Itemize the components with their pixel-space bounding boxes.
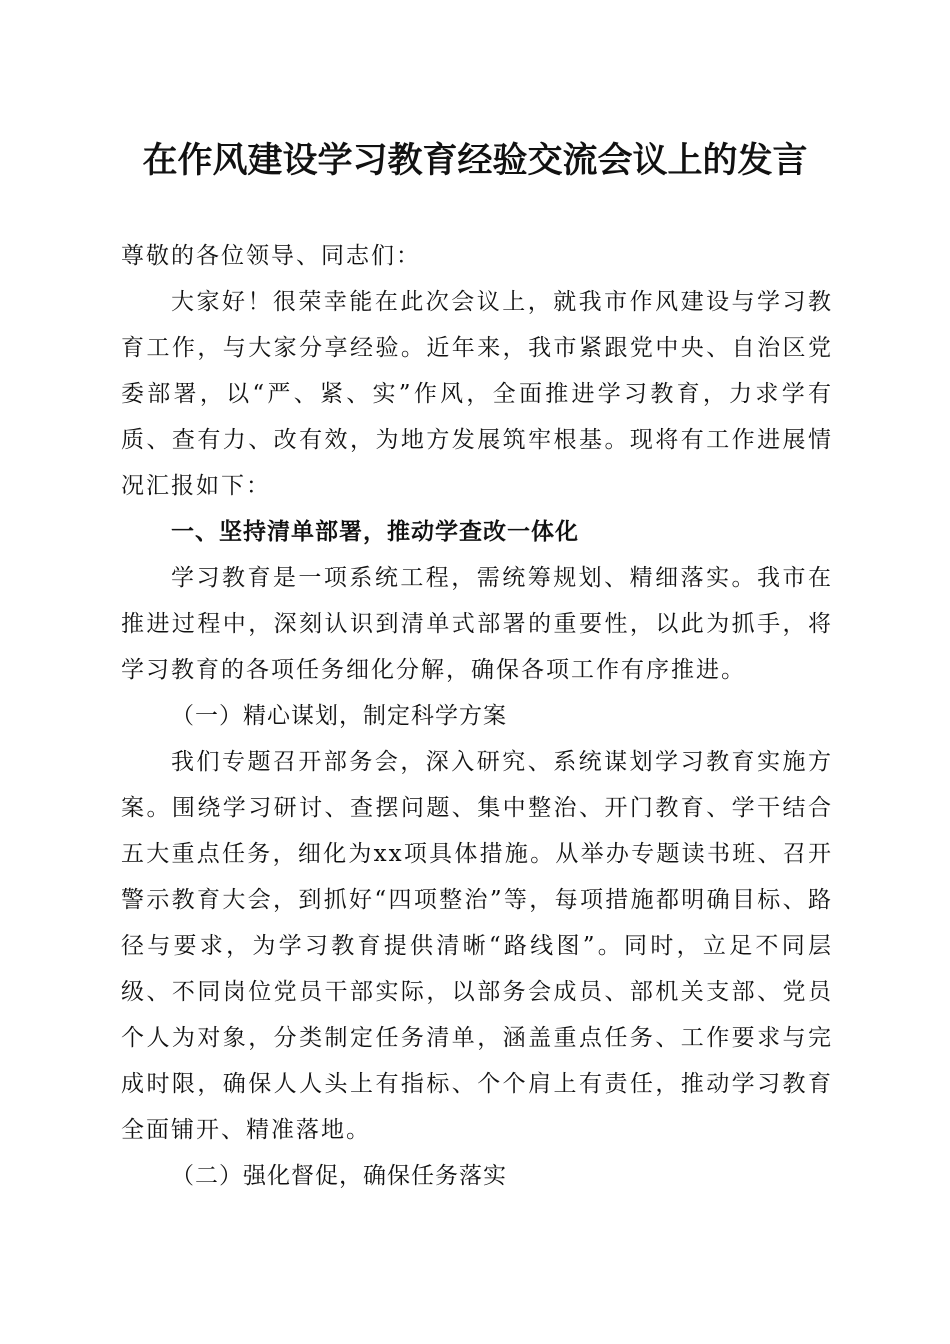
document-body [121,233,833,1199]
intro-paragraph: 大家好！很荣幸能在此次会议上，就我市作风建设与学习教育工作，与大家分享经验。近年来，我市紧跟党中央、自治区党委部署，以“严、紧、实”作风，全面推进学习教育，力求学有质、查有力、改有效，为地方发展筑牢根基。现将有工作进展情况汇报如下： [121,289,833,499]
salutation: 尊敬的各位领导、同志们： [121,243,421,269]
subsection-1-paragraph: 我们专题召开部务会，深入研究、系统谋划学习教育实施方案。围绕学习研讨、查摆问题、集中整治、开门教育、学干结合五大重点任务，细化为xx项具体措施。从举办专题读书班、召开警示教育大会，到抓好“四项整治”等，每项措施都明确目标、路径与要求，为学习教育提供清晰“路线图”。同时，立足不同层级、不同岗位党员干部实际，以部务会成员、部机关支部、党员个人为对象，分类制定任务清单，涵盖重点任务、工作要求与完成时限，确保人人头上有指标、个个肩上有责任，推动学习教育全面铺开、精准落地。 [121,749,833,1143]
subsection-heading-1: （一）精心谋划，制定科学方案 [171,703,507,729]
document-title: 在作风建设学习教育经验交流会议上的发言 [142,141,808,181]
subsection-heading-2: （二）强化督促，确保任务落实 [171,1163,507,1189]
section-heading-1: 一、坚持清单部署，推动学查改一体化 [171,519,579,545]
section-1-paragraph: 学习教育是一项系统工程，需统筹规划、精细落实。我市在推进过程中，深刻认识到清单式部署的重要性，以此为抓手，将学习教育的各项任务细化分解，确保各项工作有序推进。 [121,565,833,683]
